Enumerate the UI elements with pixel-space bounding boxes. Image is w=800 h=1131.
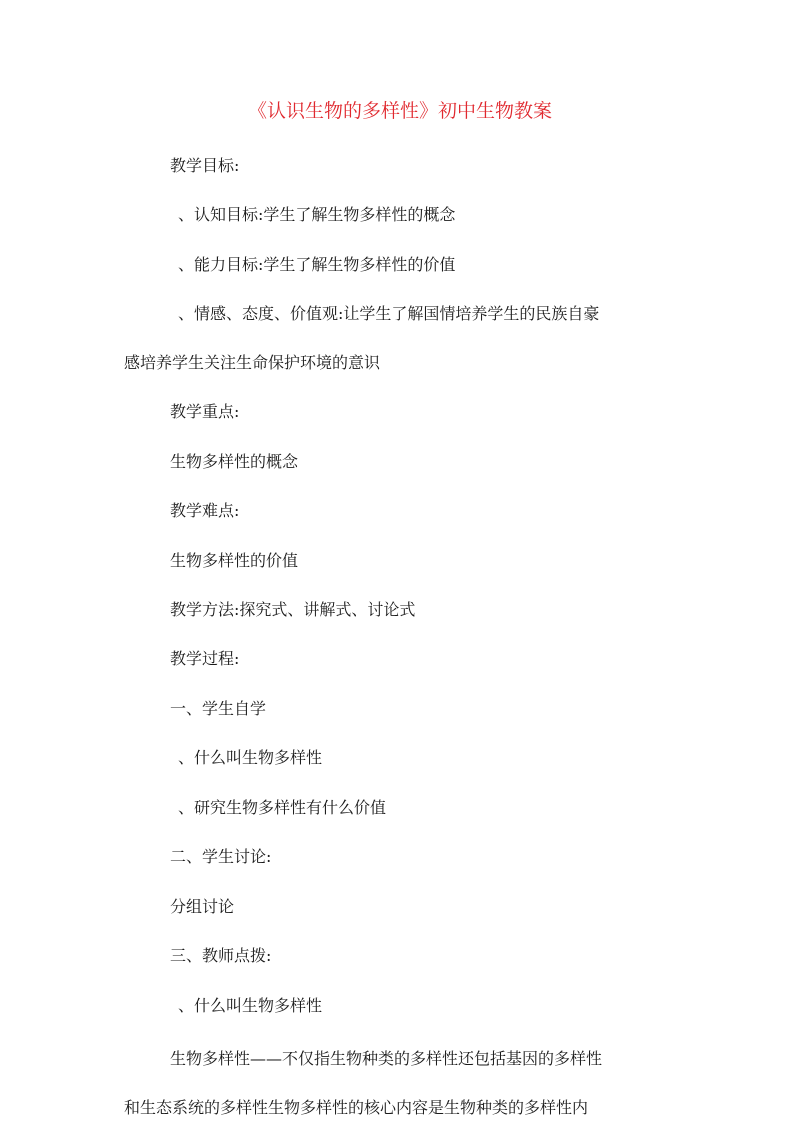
difficulty-text: 生物多样性的价值: [170, 551, 299, 570]
section-heading-difficulties: 教学难点:: [170, 501, 240, 520]
section-heading-process: 教学过程:: [170, 649, 240, 668]
step-three-item-1: 、什么叫生物多样性: [178, 996, 323, 1015]
objective-emotion: 、情感、态度、价值观:让学生了解国情培养学生的民族自豪: [178, 304, 600, 323]
objective-emotion-continued: 感培养学生关注生命保护环境的意识: [124, 353, 381, 372]
step-one-item-1: 、什么叫生物多样性: [178, 748, 323, 767]
section-heading-objectives: 教学目标:: [170, 156, 240, 175]
section-heading-key-points: 教学重点:: [170, 402, 240, 421]
document-title: 《认识生物的多样性》初中生物教案: [247, 100, 552, 122]
key-point-text: 生物多样性的概念: [170, 452, 299, 471]
paragraph-line-2: 和生态系统的多样性生物多样性的核心内容是生物种类的多样性内: [124, 1098, 589, 1117]
objective-cognitive: 、认知目标:学生了解生物多样性的概念: [178, 205, 456, 224]
objective-ability: 、能力目标:学生了解生物多样性的价值: [178, 255, 456, 274]
paragraph-line-1: 生物多样性——不仅指生物种类的多样性还包括基因的多样性: [170, 1049, 603, 1068]
step-two-text: 分组讨论: [170, 897, 235, 916]
step-one-heading: 一、学生自学: [170, 699, 267, 718]
teaching-methods: 教学方法:探究式、讲解式、讨论式: [170, 600, 416, 619]
step-two-heading: 二、学生讨论:: [170, 847, 272, 866]
step-three-heading: 三、教师点拨:: [170, 946, 272, 965]
step-one-item-2: 、研究生物多样性有什么价值: [178, 798, 387, 817]
